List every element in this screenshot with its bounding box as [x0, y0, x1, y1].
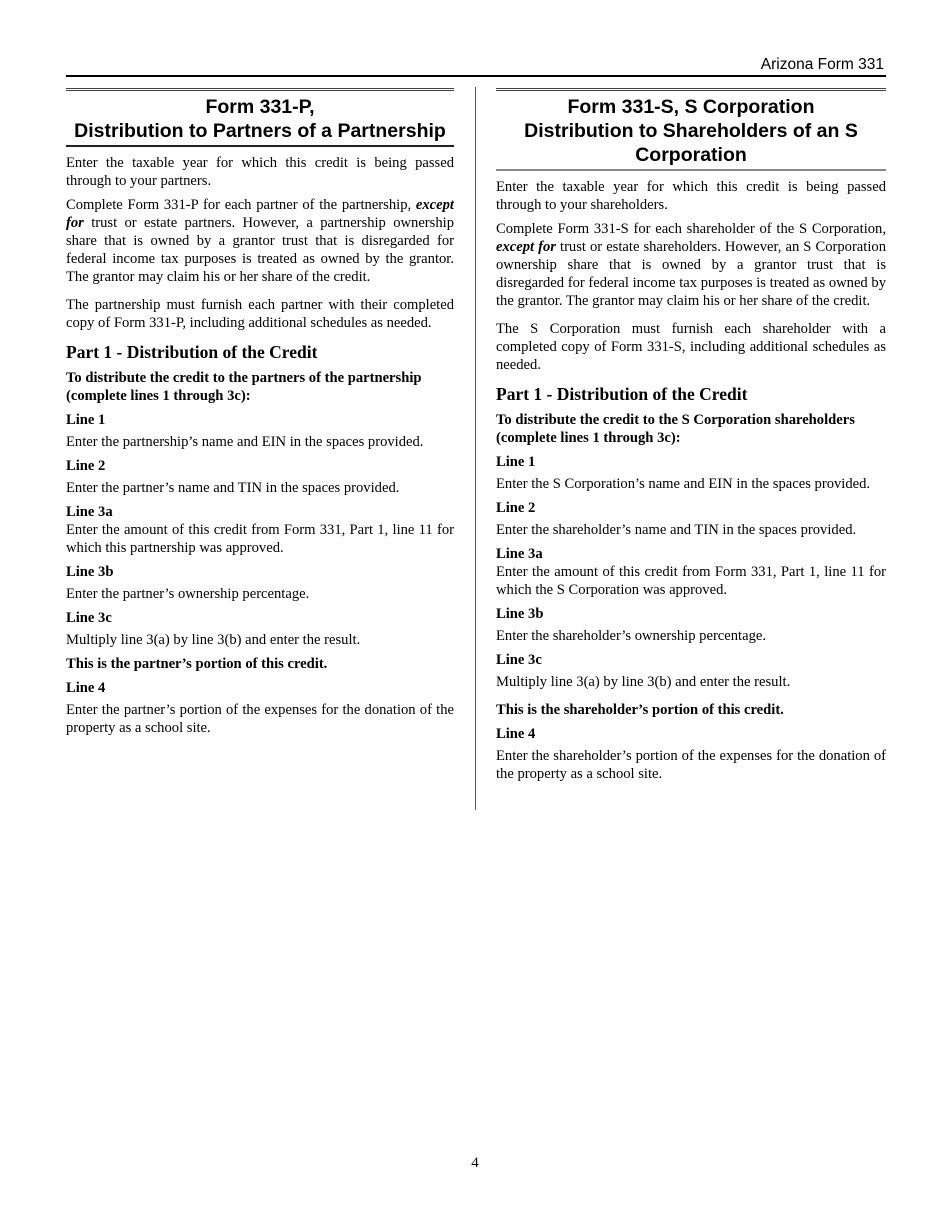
line-text: Enter the S Corporation’s name and EIN in the spaces provided.	[496, 476, 871, 492]
part1-instructions: To distribute the credit to the S Corporation shareholders (complete lines 1 through 3c):	[496, 412, 855, 446]
shareholder-portion-note: This is the shareholder’s portion of this credit.	[496, 702, 784, 718]
line-text: Enter the amount of this credit from Form 331, Part 1, line 11 for which this partnership was approved.	[66, 522, 454, 556]
line-text: Enter the partner’s ownership percentage.	[66, 586, 310, 602]
page-number: 4	[471, 1155, 479, 1171]
s-corp-intro-paragraph: Enter the taxable year for which this credit is being passed through to your shareholders.	[496, 179, 886, 213]
partnership-intro-paragraph: Enter the taxable year for which this credit is being passed through to your partners.	[66, 155, 454, 189]
part1-heading: Part 1 - Distribution of the Credit	[496, 384, 748, 404]
partnership-eligibility-paragraph	[66, 196, 454, 286]
s-corporation-section-title	[496, 88, 886, 171]
line-text: Enter the amount of this credit from Form 331, Part 1, line 11 for which the S Corporation was approved.	[496, 564, 886, 598]
form-header-title: Arizona Form 331	[760, 56, 884, 73]
text-run: trust or estate shareholders. However, an S Corporation ownership share that is owned by a grantor trust that is disregarded for federal income tax purposes is treated as owned by the grantor. The grantor may claim his or her share of the credit.	[496, 239, 886, 309]
line-text: Multiply line 3(a) by line 3(b) and enter the result.	[66, 632, 361, 648]
line-label: Line 3c	[496, 652, 542, 668]
partnership-furnish-paragraph: The partnership must furnish each partner with their completed copy of Form 331-P, including additional schedules as needed.	[66, 297, 454, 331]
line-text: Enter the partnership’s name and EIN in the spaces provided.	[66, 434, 424, 450]
s-corporation-column	[496, 88, 886, 789]
line-text: Enter the shareholder’s portion of the expenses for the donation of the property as a school site.	[496, 748, 886, 782]
line-label: Line 3a	[66, 504, 113, 520]
line-label: Line 3a	[496, 546, 543, 562]
s-corp-eligibility-paragraph	[496, 220, 886, 310]
line-label: Line 3b	[496, 606, 544, 622]
line-label: Line 1	[496, 454, 536, 470]
s-corp-title-line2: Distribution to Shareholders of an S	[524, 120, 858, 142]
partnership-title-line2: Distribution to Partners of a Partnership	[74, 120, 446, 142]
line-label: Line 3b	[66, 564, 114, 580]
part1-instructions: To distribute the credit to the partners of the partnership (complete lines 1 through 3c):	[66, 370, 422, 404]
line-label: Line 1	[66, 412, 106, 428]
part1-heading: Part 1 - Distribution of the Credit	[66, 342, 318, 362]
line-text: Enter the partner’s name and TIN in the spaces provided.	[66, 480, 400, 496]
line-label: Line 2	[66, 458, 106, 474]
line-text: Multiply line 3(a) by line 3(b) and enter the result.	[496, 674, 791, 690]
line-text: Enter the partner’s portion of the expenses for the donation of the property as a school site.	[66, 702, 454, 736]
except-for-emphasis: except for	[66, 197, 454, 231]
text-run: Complete Form 331-P for each partner of the partnership,	[66, 197, 412, 213]
s-corp-title-line1: Form 331-S, S Corporation	[567, 96, 815, 118]
header-rule	[66, 75, 886, 77]
line-label: Line 4	[66, 680, 106, 696]
s-corp-furnish-paragraph: The S Corporation must furnish each shareholder with a completed copy of Form 331-S, including additional schedules as needed.	[496, 321, 886, 373]
partnership-column	[66, 88, 454, 743]
partner-portion-note: This is the partner’s portion of this credit.	[66, 656, 328, 672]
partnership-title-line1: Form 331-P,	[205, 96, 315, 118]
line-text: Enter the shareholder’s name and TIN in the spaces provided.	[496, 522, 857, 538]
partnership-section-title	[66, 88, 454, 147]
column-divider	[475, 87, 476, 810]
line-text: Enter the shareholder’s ownership percentage.	[496, 628, 767, 644]
line-label: Line 4	[496, 726, 536, 742]
text-run: trust or estate partners. However, a partnership ownership share that is owned by a grantor trust that is disregarded for federal income tax purposes is treated as owned by the grantor. The grantor may claim his or her share of the credit.	[66, 215, 454, 285]
except-for-emphasis: except for	[496, 239, 556, 255]
text-run: Complete Form 331-S for each shareholder of the S Corporation,	[496, 221, 886, 237]
line-label: Line 3c	[66, 610, 112, 626]
line-label: Line 2	[496, 500, 536, 516]
s-corp-title-line3: Corporation	[635, 144, 747, 166]
